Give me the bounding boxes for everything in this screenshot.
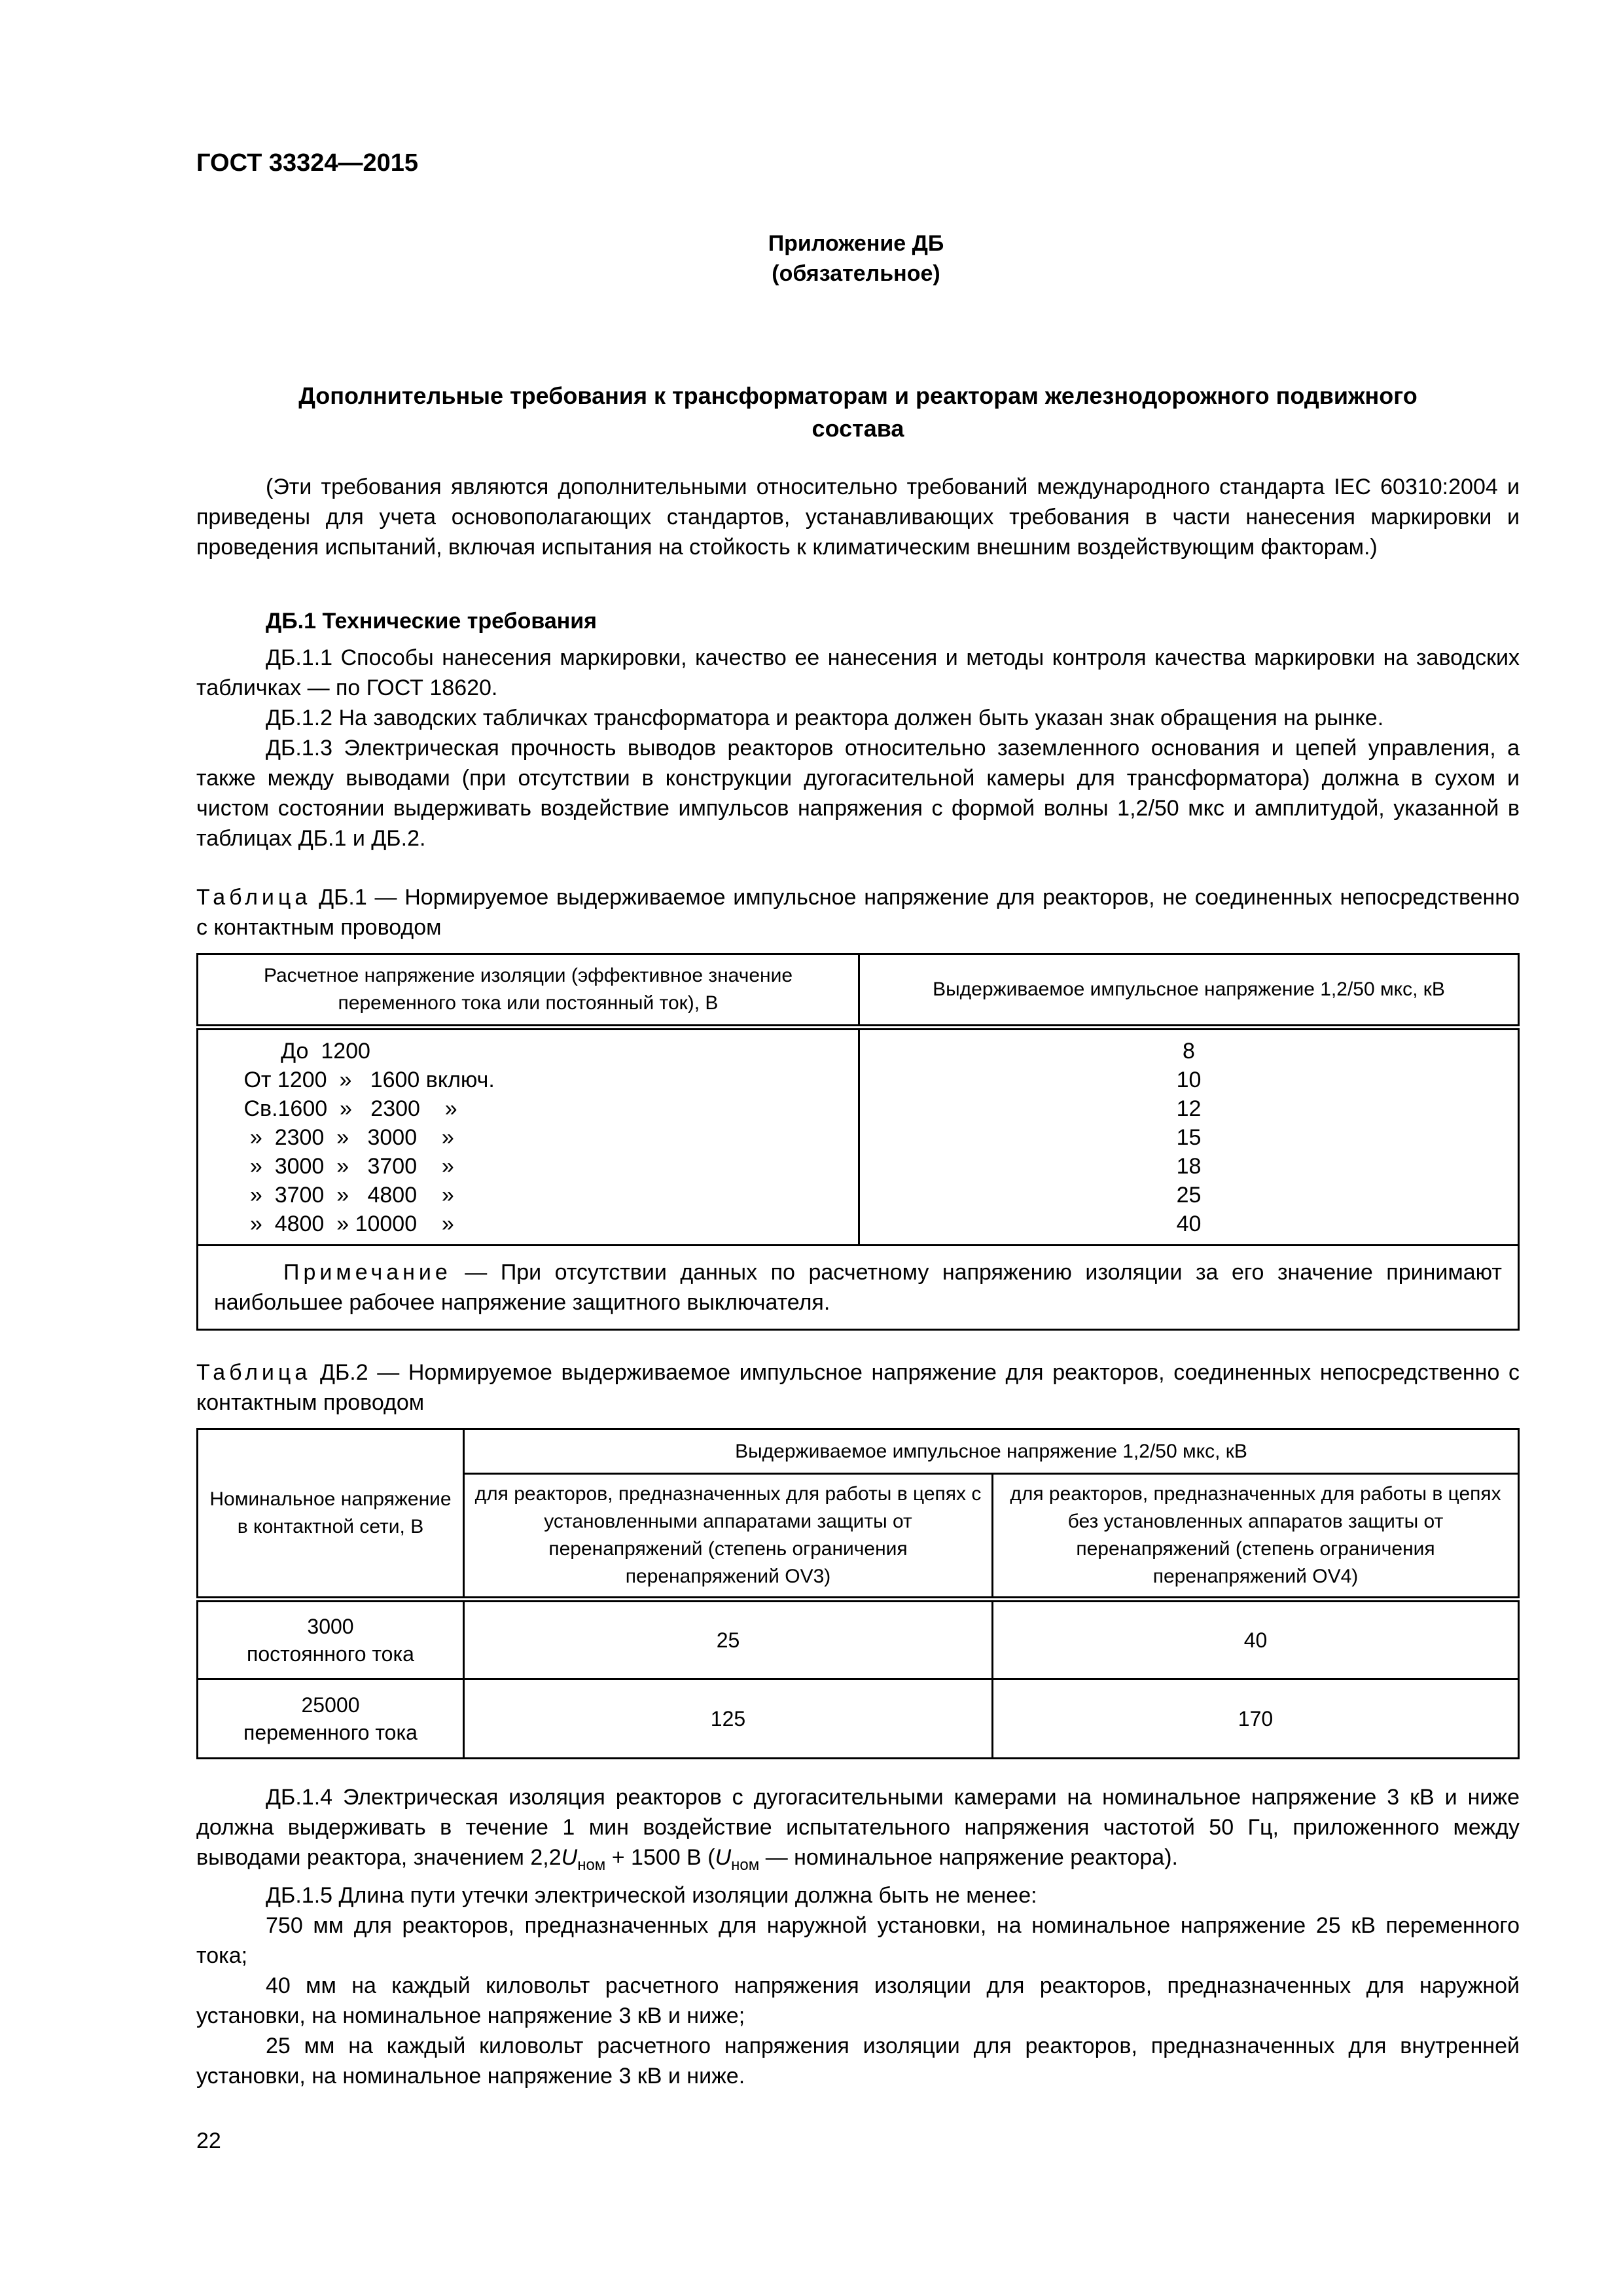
note-label: Примечание [283,1260,452,1285]
heading-text: ДБ.1 Технические требования [266,609,597,634]
table2-header-ov4: для реакторов, предназначенных для работы в цепях без установленных аппаратов защиты от перенапряжений (степень ограничения перенапряжений OV4) [993,1474,1519,1600]
value-cell: 18 [1176,1153,1202,1179]
table1-ranges [198,1028,859,1246]
range-cell: » 3000 » 3700 » [238,1153,454,1179]
range-cell: » 3700 » 4800 » [238,1182,454,1208]
text: + 1500 В ( [605,1845,715,1870]
intro-paragraph: (Эти требования являются дополнительными относительно требований международного стандарта IEC 60310:2004 и приведены для учета основополагающих стандартов, устанавливающих требования в части нанесения маркировки и проведения испытаний, включая испытания на стойкость к климатическим внешним воздействующим факторам.) [196,475,1520,560]
value-cell: 40 [1176,1211,1202,1236]
table1-caption [196,882,1520,942]
symbol-u: U [715,1845,732,1870]
voltage-value: 3000 [307,1615,354,1638]
value-cell: 15 [1176,1124,1202,1150]
caption-text: ДБ.2 — Нормируемое выдерживаемое импульсное напряжение для реакторов, соединенных непосредственно с контактным проводом [196,1360,1520,1415]
table2-ov4-cell: 170 [993,1679,1519,1759]
range-cell: » 2300 » 3000 » [238,1124,454,1150]
current-kind: постоянного тока [247,1642,414,1666]
range-cell: До 1200 [238,1038,370,1064]
table1-note [198,1246,1519,1330]
title-line: состава [812,415,904,442]
current-kind: переменного тока [243,1721,418,1744]
technical-requirements-heading [196,606,1520,636]
value-cell: 12 [1176,1096,1202,1121]
range-cell: » 4800 » 10000 » [238,1211,454,1236]
subscript: ном [577,1856,606,1874]
section-title [196,380,1520,445]
list-item: 750 мм для реакторов, предназначенных для наружной установки, на номинальное напряжение 25 кВ переменного тока; [196,1912,1520,1968]
table2-ov4-cell: 40 [993,1600,1519,1679]
table2-header-voltage: Номинальное напряжение в контактной сети, В [198,1429,464,1600]
value-cell: 10 [1176,1067,1202,1092]
paragraph-db-1-5: ДБ.1.5 Длина пути утечки электрической изоляции должна быть не менее: [266,1882,1037,1908]
table2-header-group: Выдерживаемое импульсное напряжение 1,2/50 мкс, кВ [464,1429,1519,1474]
title-line: Дополнительные требования к трансформаторам и реакторам железнодорожного подвижного [298,382,1418,409]
paragraph-db-1-3: ДБ.1.3 Электрическая прочность выводов реакторов относительно заземленного основания и цепей управления, а также между выводами (при отсутствии в конструкции дугогасительной камеры для трансформатора) должна в сухом и чистом состоянии выдерживать воздействие импульсов напряжения с формой волны 1,2/50 мкс и амплитудой, указанной в таблицах ДБ.1 и ДБ.2. [196,736,1520,851]
list-item: 25 мм на каждый киловольт расчетного напряжения изоляции для реакторов, предназначенных для внутренней установки, на номинальное напряжение 3 кВ и ниже. [196,2033,1520,2089]
caption-text: ДБ.1 — Нормируемое выдерживаемое импульсное напряжение для реакторов, не соединенных непосредственно с контактным проводом [196,885,1520,940]
table2-caption [196,1357,1520,1418]
subscript: ном [731,1856,760,1874]
table-db-2 [196,1428,1520,1759]
page-number: 22 [196,2128,221,2153]
paragraph-db-1-4 [196,1782,1520,1880]
appendix-title: Приложение ДБ [768,231,944,256]
text: — номинальное напряжение реактора). [759,1845,1178,1870]
table1-header-impulse: Выдерживаемое импульсное напряжение 1,2/50 мкс, кВ [859,954,1519,1028]
table2-voltage-cell [198,1600,464,1679]
document-header: ГОСТ 33324—2015 [196,149,419,177]
table2-ov3-cell: 25 [464,1600,993,1679]
table2-voltage-cell [198,1679,464,1759]
paragraph-db-1-2: ДБ.1.2 На заводских табличках трансформатора и реактора должен быть указан знак обращения на рынке. [266,706,1384,730]
appendix-status: (обязательное) [772,261,940,286]
table1-header-voltage: Расчетное напряжение изоляции (эффективное значение переменного тока или постоянный ток), В [198,954,859,1028]
paragraph-db-1-1: ДБ.1.1 Способы нанесения маркировки, качество ее нанесения и методы контроля качества маркировки на заводских табличках — по ГОСТ 18620. [196,645,1520,700]
value-cell: 25 [1176,1182,1202,1208]
symbol-u: U [561,1845,578,1870]
value-cell: 8 [1183,1038,1195,1064]
table1-values [859,1028,1519,1246]
text: ДБ.1.4 Электрическая изоляция реакторов с дугогасительными камерами на номинальное напряжение 3 кВ и ниже должна выдерживать в течение 1 мин воздействие испытательного напряжения частотой 50 Гц, приложенного между выводами реактора, значением 2,2 [196,1785,1520,1870]
list-item: 40 мм на каждый киловольт расчетного напряжения изоляции для реакторов, предназначенных для наружной установки, на номинальное напряжение 3 кВ и ниже; [196,1973,1520,2028]
caption-label: Таблица [196,885,312,910]
table2-ov3-cell: 125 [464,1679,993,1759]
requirements-text [196,643,1520,853]
caption-label: Таблица [196,1360,312,1385]
table-db-1 [196,953,1520,1331]
table2-header-ov3: для реакторов, предназначенных для работы в цепях с установленными аппаратами защиты от перенапряжений (степень ограничения перенапряжений OV3) [464,1474,993,1600]
range-cell: Св.1600 » 2300 » [238,1096,457,1121]
voltage-value: 25000 [301,1693,360,1717]
intro-block [196,472,1520,562]
requirements-text-continued [196,1782,1520,2091]
range-cell: От 1200 » 1600 включ. [238,1067,495,1092]
note-text: — При отсутствии данных по расчетному напряжению изоляции за его значение принимают наибольшее рабочее напряжение защитного выключателя. [214,1260,1502,1315]
